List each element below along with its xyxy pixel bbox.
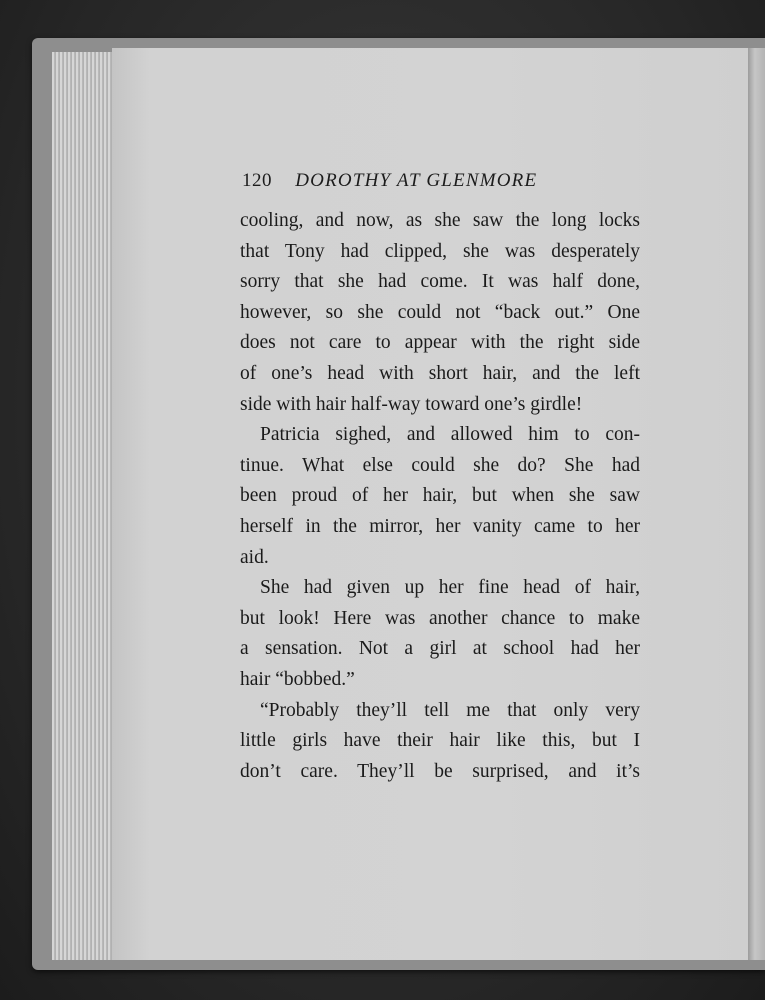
text-line: little girls have their hair like this, but I bbox=[240, 730, 640, 752]
text-line: aid. bbox=[240, 546, 269, 568]
text-line: She had given up her fine head of hair, bbox=[260, 577, 640, 599]
text-line: however, so she could not “back out.” One bbox=[240, 301, 640, 323]
text-line: that Tony had clipped, she was desperately bbox=[240, 240, 640, 262]
page-number: 120 bbox=[242, 170, 272, 191]
text-line: herself in the mirror, her vanity came to her bbox=[240, 515, 640, 537]
facing-page-edge bbox=[748, 48, 765, 960]
page-edges bbox=[52, 52, 113, 960]
text-line: of one’s head with short hair, and the left bbox=[240, 362, 640, 384]
page-header bbox=[242, 170, 642, 200]
text-line: don’t care. They’ll be surprised, and it’s bbox=[240, 760, 640, 782]
text-line: Patricia sighed, and allowed him to con- bbox=[260, 424, 640, 446]
running-title: DOROTHY AT GLENMORE bbox=[295, 170, 538, 191]
text-line: been proud of her hair, but when she saw bbox=[240, 485, 640, 507]
text-line: does not care to appear with the right side bbox=[240, 332, 640, 354]
text-line: “Probably they’ll tell me that only very bbox=[260, 699, 640, 721]
text-line: tinue. What else could she do? She had bbox=[240, 454, 640, 476]
text-line: sorry that she had come. It was half done, bbox=[240, 271, 640, 293]
text-line: a sensation. Not a girl at school had her bbox=[240, 638, 640, 660]
body-text bbox=[240, 206, 640, 787]
text-line: hair “bobbed.” bbox=[240, 668, 355, 690]
text-line: but look! Here was another chance to make bbox=[240, 607, 640, 629]
text-line: cooling, and now, as she saw the long locks bbox=[240, 210, 640, 231]
text-line: side with hair half-way toward one’s girdle! bbox=[240, 393, 583, 415]
